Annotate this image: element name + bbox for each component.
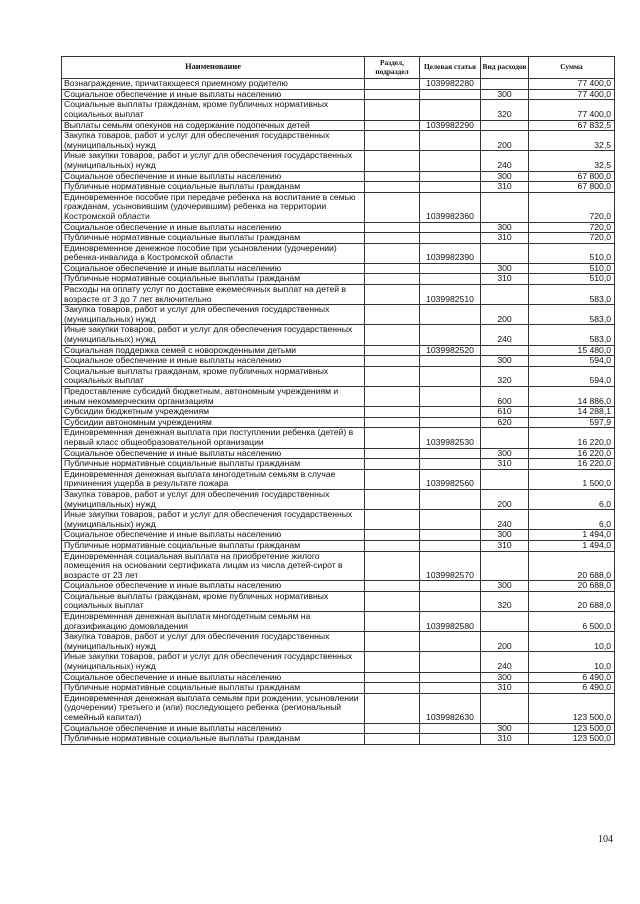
cell-section xyxy=(365,693,420,723)
cell-sum: 594,0 xyxy=(529,366,615,386)
cell-name: Публичные нормативные социальные выплаты гражданам xyxy=(62,459,365,470)
table-row xyxy=(62,469,615,489)
cell-sum: 6,0 xyxy=(529,510,615,530)
cell-sum: 20 688,0 xyxy=(529,591,615,611)
cell-kind: 310 xyxy=(481,459,529,470)
table-row xyxy=(62,131,615,151)
cell-sum: 10,0 xyxy=(529,652,615,672)
table-row xyxy=(62,672,615,683)
cell-kind: 620 xyxy=(481,417,529,428)
cell-name: Единовременная денежная выплата семьям при рождении, усыновлении (удочерении) третьего и (или) последующего ребенка (региональный семейный капитал) xyxy=(62,693,365,723)
cell-section xyxy=(365,632,420,652)
table-row xyxy=(62,530,615,541)
cell-name: Единовременное денежное пособие при усыновлении (удочерении) ребенка-инвалида в Костромской области xyxy=(62,243,365,263)
cell-section xyxy=(365,89,420,100)
page-number: 104 xyxy=(598,834,613,845)
cell-kind xyxy=(481,120,529,131)
cell-sum: 6,0 xyxy=(529,489,615,509)
cell-kind: 300 xyxy=(481,530,529,541)
cell-section xyxy=(365,274,420,285)
cell-kind: 200 xyxy=(481,305,529,325)
cell-target xyxy=(420,274,481,285)
cell-kind: 300 xyxy=(481,581,529,592)
cell-kind: 310 xyxy=(481,683,529,694)
cell-kind: 200 xyxy=(481,489,529,509)
cell-section xyxy=(365,387,420,407)
budget-table-sheet xyxy=(61,56,614,745)
cell-section xyxy=(365,120,420,131)
cell-section xyxy=(365,345,420,356)
cell-kind: 310 xyxy=(481,734,529,745)
cell-sum: 16 220,0 xyxy=(529,459,615,470)
cell-sum: 10,0 xyxy=(529,632,615,652)
cell-section xyxy=(365,652,420,672)
cell-kind: 300 xyxy=(481,263,529,274)
cell-section xyxy=(365,672,420,683)
cell-name: Социальные выплаты гражданам, кроме публичных нормативных социальных выплат xyxy=(62,366,365,386)
table-row xyxy=(62,171,615,182)
cell-name: Публичные нормативные социальные выплаты гражданам xyxy=(62,233,365,244)
cell-kind: 320 xyxy=(481,366,529,386)
header-section: Раздел, подраздел xyxy=(365,57,420,79)
table-row xyxy=(62,632,615,652)
cell-sum: 583,0 xyxy=(529,285,615,305)
cell-section xyxy=(365,612,420,632)
table-row xyxy=(62,652,615,672)
cell-name: Социальное обеспечение и иные выплаты населению xyxy=(62,723,365,734)
cell-sum: 20 688,0 xyxy=(529,551,615,581)
cell-target: 1039982520 xyxy=(420,345,481,356)
cell-target: 1039982560 xyxy=(420,469,481,489)
cell-section xyxy=(365,285,420,305)
cell-target: 1039982630 xyxy=(420,693,481,723)
table-row xyxy=(62,356,615,367)
cell-section xyxy=(365,407,420,418)
cell-name: Единовременная социальная выплата на приобретение жилого помещения на основании сертификата лицам из числа детей-сирот в возрасте от 23 лет xyxy=(62,551,365,581)
cell-kind xyxy=(481,192,529,222)
table-row xyxy=(62,459,615,470)
cell-name: Единовременная денежная выплата многодетным семьям в случае причинения ущерба в результате пожара xyxy=(62,469,365,489)
cell-sum: 15 480,0 xyxy=(529,345,615,356)
cell-name: Социальные выплаты гражданам, кроме публичных нормативных социальных выплат xyxy=(62,591,365,611)
cell-name: Иные закупки товаров, работ и услуг для обеспечения государственных (муниципальных) нужд xyxy=(62,151,365,171)
cell-name: Единовременное пособие при передаче ребенка на воспитание в семью гражданам, усыновившим (удочерившим) ребенка на территории Костромской области xyxy=(62,192,365,222)
cell-name: Социальное обеспечение и иные выплаты населению xyxy=(62,672,365,683)
table-row xyxy=(62,693,615,723)
cell-name: Публичные нормативные социальные выплаты гражданам xyxy=(62,683,365,694)
cell-section xyxy=(365,192,420,222)
cell-sum: 77 400,0 xyxy=(529,100,615,120)
cell-target xyxy=(420,489,481,509)
cell-target xyxy=(420,387,481,407)
cell-sum: 16 220,0 xyxy=(529,448,615,459)
cell-sum: 14 886,0 xyxy=(529,387,615,407)
cell-section xyxy=(365,100,420,120)
cell-name: Социальное обеспечение и иные выплаты населению xyxy=(62,448,365,459)
cell-name: Закупка товаров, работ и услуг для обеспечения государственных (муниципальных) нужд xyxy=(62,305,365,325)
table-row xyxy=(62,407,615,418)
cell-name: Социальное обеспечение и иные выплаты населению xyxy=(62,530,365,541)
cell-sum: 720,0 xyxy=(529,233,615,244)
table-row xyxy=(62,387,615,407)
cell-name: Расходы на оплату услуг по доставке ежемесячных выплат на детей в возрасте от 3 до 7 лет включительно xyxy=(62,285,365,305)
cell-kind xyxy=(481,243,529,263)
cell-sum: 510,0 xyxy=(529,263,615,274)
cell-sum: 510,0 xyxy=(529,243,615,263)
cell-kind: 320 xyxy=(481,100,529,120)
table-row xyxy=(62,723,615,734)
table-row xyxy=(62,89,615,100)
cell-target xyxy=(420,305,481,325)
cell-sum: 77 400,0 xyxy=(529,89,615,100)
cell-target xyxy=(420,366,481,386)
cell-target: 1039982510 xyxy=(420,285,481,305)
cell-sum: 14 288,1 xyxy=(529,407,615,418)
cell-sum: 6 490,0 xyxy=(529,672,615,683)
cell-target xyxy=(420,510,481,530)
cell-section xyxy=(365,305,420,325)
table-row xyxy=(62,448,615,459)
table-row xyxy=(62,192,615,222)
cell-target xyxy=(420,723,481,734)
table-row xyxy=(62,581,615,592)
header-target: Целевая статья xyxy=(420,57,481,79)
cell-kind: 240 xyxy=(481,151,529,171)
cell-section xyxy=(365,243,420,263)
cell-sum: 510,0 xyxy=(529,274,615,285)
cell-target xyxy=(420,591,481,611)
cell-section xyxy=(365,263,420,274)
cell-section xyxy=(365,222,420,233)
cell-target: 1039982290 xyxy=(420,120,481,131)
cell-target xyxy=(420,233,481,244)
cell-kind: 300 xyxy=(481,448,529,459)
cell-kind: 310 xyxy=(481,182,529,193)
cell-section xyxy=(365,683,420,694)
cell-sum: 720,0 xyxy=(529,192,615,222)
table-row xyxy=(62,325,615,345)
cell-sum: 123 500,0 xyxy=(529,734,615,745)
header-kind: Вид расходов xyxy=(481,57,529,79)
cell-target xyxy=(420,182,481,193)
cell-target xyxy=(420,100,481,120)
table-row xyxy=(62,366,615,386)
cell-name: Социальное обеспечение и иные выплаты населению xyxy=(62,222,365,233)
cell-name: Социальное обеспечение и иные выплаты населению xyxy=(62,581,365,592)
cell-sum: 594,0 xyxy=(529,356,615,367)
cell-name: Социальное обеспечение и иные выплаты населению xyxy=(62,89,365,100)
table-row xyxy=(62,683,615,694)
cell-name: Социальное обеспечение и иные выплаты населению xyxy=(62,356,365,367)
cell-name: Предоставление субсидий бюджетным, автономным учреждениям и иным некоммерческим организациям xyxy=(62,387,365,407)
table-row xyxy=(62,612,615,632)
cell-section xyxy=(365,530,420,541)
cell-kind: 240 xyxy=(481,325,529,345)
cell-kind xyxy=(481,693,529,723)
table-row xyxy=(62,345,615,356)
cell-sum: 6 490,0 xyxy=(529,683,615,694)
cell-name: Публичные нормативные социальные выплаты гражданам xyxy=(62,734,365,745)
cell-kind: 300 xyxy=(481,672,529,683)
cell-target xyxy=(420,263,481,274)
table-row xyxy=(62,591,615,611)
cell-section xyxy=(365,448,420,459)
cell-name: Выплаты семьям опекунов на содержание подопечных детей xyxy=(62,120,365,131)
table-row xyxy=(62,233,615,244)
cell-name: Закупка товаров, работ и услуг для обеспечения государственных (муниципальных) нужд xyxy=(62,131,365,151)
cell-section xyxy=(365,182,420,193)
cell-target xyxy=(420,356,481,367)
cell-section xyxy=(365,723,420,734)
cell-name: Закупка товаров, работ и услуг для обеспечения государственных (муниципальных) нужд xyxy=(62,632,365,652)
cell-kind xyxy=(481,428,529,448)
cell-target xyxy=(420,151,481,171)
cell-target xyxy=(420,417,481,428)
cell-target: 1039982390 xyxy=(420,243,481,263)
cell-section xyxy=(365,131,420,151)
cell-target xyxy=(420,407,481,418)
cell-sum: 720,0 xyxy=(529,222,615,233)
table-row xyxy=(62,285,615,305)
cell-target: 1039982360 xyxy=(420,192,481,222)
cell-kind: 200 xyxy=(481,131,529,151)
cell-target xyxy=(420,131,481,151)
cell-target xyxy=(420,222,481,233)
cell-target xyxy=(420,672,481,683)
table-body xyxy=(62,79,615,745)
cell-kind: 300 xyxy=(481,89,529,100)
cell-section xyxy=(365,79,420,90)
header-sum: Сумма xyxy=(529,57,615,79)
cell-kind xyxy=(481,79,529,90)
cell-kind xyxy=(481,345,529,356)
cell-name: Закупка товаров, работ и услуг для обеспечения государственных (муниципальных) нужд xyxy=(62,489,365,509)
table-row xyxy=(62,428,615,448)
cell-target xyxy=(420,540,481,551)
budget-table xyxy=(61,56,615,745)
cell-name: Публичные нормативные социальные выплаты гражданам xyxy=(62,182,365,193)
cell-section xyxy=(365,459,420,470)
cell-sum: 67 832,5 xyxy=(529,120,615,131)
cell-target xyxy=(420,734,481,745)
cell-section xyxy=(365,417,420,428)
cell-section xyxy=(365,489,420,509)
cell-section xyxy=(365,151,420,171)
cell-name: Единовременная денежная выплата многодетным семьям на догазификацию домовладения xyxy=(62,612,365,632)
cell-section xyxy=(365,428,420,448)
cell-target: 1039982280 xyxy=(420,79,481,90)
cell-sum: 77 400,0 xyxy=(529,79,615,90)
cell-name: Социальное обеспечение и иные выплаты населению xyxy=(62,263,365,274)
cell-target xyxy=(420,459,481,470)
cell-sum: 597,9 xyxy=(529,417,615,428)
cell-sum: 123 500,0 xyxy=(529,723,615,734)
cell-target xyxy=(420,448,481,459)
cell-kind: 320 xyxy=(481,591,529,611)
cell-sum: 67 800,0 xyxy=(529,182,615,193)
cell-kind xyxy=(481,285,529,305)
cell-kind: 300 xyxy=(481,356,529,367)
cell-target: 1039982530 xyxy=(420,428,481,448)
cell-name: Субсидии автономным учреждениям xyxy=(62,417,365,428)
table-row xyxy=(62,551,615,581)
cell-name: Иные закупки товаров, работ и услуг для обеспечения государственных (муниципальных) нужд xyxy=(62,652,365,672)
cell-sum: 1 494,0 xyxy=(529,530,615,541)
table-row xyxy=(62,734,615,745)
table-row xyxy=(62,243,615,263)
cell-section xyxy=(365,540,420,551)
table-row xyxy=(62,100,615,120)
cell-target xyxy=(420,325,481,345)
cell-section xyxy=(365,356,420,367)
cell-target: 1039982580 xyxy=(420,612,481,632)
cell-name: Публичные нормативные социальные выплаты гражданам xyxy=(62,540,365,551)
cell-sum: 1 494,0 xyxy=(529,540,615,551)
cell-sum: 123 500,0 xyxy=(529,693,615,723)
table-row xyxy=(62,274,615,285)
cell-kind: 310 xyxy=(481,274,529,285)
cell-sum: 6 500,0 xyxy=(529,612,615,632)
cell-section xyxy=(365,171,420,182)
table-row xyxy=(62,510,615,530)
cell-target xyxy=(420,632,481,652)
cell-section xyxy=(365,366,420,386)
table-row xyxy=(62,489,615,509)
cell-kind: 300 xyxy=(481,171,529,182)
cell-sum: 1 500,0 xyxy=(529,469,615,489)
cell-name: Социальное обеспечение и иные выплаты населению xyxy=(62,171,365,182)
cell-kind: 300 xyxy=(481,222,529,233)
cell-sum: 32,5 xyxy=(529,151,615,171)
cell-target xyxy=(420,530,481,541)
table-row xyxy=(62,182,615,193)
table-row xyxy=(62,540,615,551)
table-row xyxy=(62,151,615,171)
cell-kind: 300 xyxy=(481,723,529,734)
cell-sum: 20 688,0 xyxy=(529,581,615,592)
cell-section xyxy=(365,233,420,244)
table-row xyxy=(62,79,615,90)
cell-kind: 610 xyxy=(481,407,529,418)
cell-kind: 240 xyxy=(481,652,529,672)
cell-sum: 32,5 xyxy=(529,131,615,151)
cell-name: Иные закупки товаров, работ и услуг для обеспечения государственных (муниципальных) нужд xyxy=(62,510,365,530)
table-row xyxy=(62,305,615,325)
cell-section xyxy=(365,325,420,345)
cell-target xyxy=(420,171,481,182)
cell-section xyxy=(365,591,420,611)
cell-section xyxy=(365,734,420,745)
cell-sum: 583,0 xyxy=(529,325,615,345)
cell-name: Иные закупки товаров, работ и услуг для обеспечения государственных (муниципальных) нужд xyxy=(62,325,365,345)
cell-name: Социальные выплаты гражданам, кроме публичных нормативных социальных выплат xyxy=(62,100,365,120)
table-row xyxy=(62,263,615,274)
cell-target xyxy=(420,581,481,592)
cell-kind: 600 xyxy=(481,387,529,407)
cell-section xyxy=(365,551,420,581)
cell-kind xyxy=(481,612,529,632)
cell-kind: 310 xyxy=(481,233,529,244)
cell-name: Единовременная денежная выплата при поступлении ребенка (детей) в первый класс общеобразовательной организации xyxy=(62,428,365,448)
cell-name: Социальная поддержка семей с новорожденными детьми xyxy=(62,345,365,356)
cell-sum: 583,0 xyxy=(529,305,615,325)
cell-target xyxy=(420,89,481,100)
table-row xyxy=(62,222,615,233)
cell-sum: 67 800,0 xyxy=(529,171,615,182)
cell-section xyxy=(365,469,420,489)
table-row xyxy=(62,120,615,131)
cell-sum: 16 220,0 xyxy=(529,428,615,448)
cell-target xyxy=(420,683,481,694)
cell-name: Субсидии бюджетным учреждениям xyxy=(62,407,365,418)
cell-kind xyxy=(481,551,529,581)
cell-name: Вознаграждение, причитающееся приемному родителю xyxy=(62,79,365,90)
cell-section xyxy=(365,510,420,530)
cell-target: 1039982570 xyxy=(420,551,481,581)
cell-kind: 240 xyxy=(481,510,529,530)
table-header-row xyxy=(62,57,615,79)
header-name: Наименование xyxy=(62,57,365,79)
cell-target xyxy=(420,652,481,672)
cell-kind: 200 xyxy=(481,632,529,652)
table-row xyxy=(62,417,615,428)
cell-section xyxy=(365,581,420,592)
cell-name: Публичные нормативные социальные выплаты гражданам xyxy=(62,274,365,285)
cell-kind: 310 xyxy=(481,540,529,551)
cell-kind xyxy=(481,469,529,489)
